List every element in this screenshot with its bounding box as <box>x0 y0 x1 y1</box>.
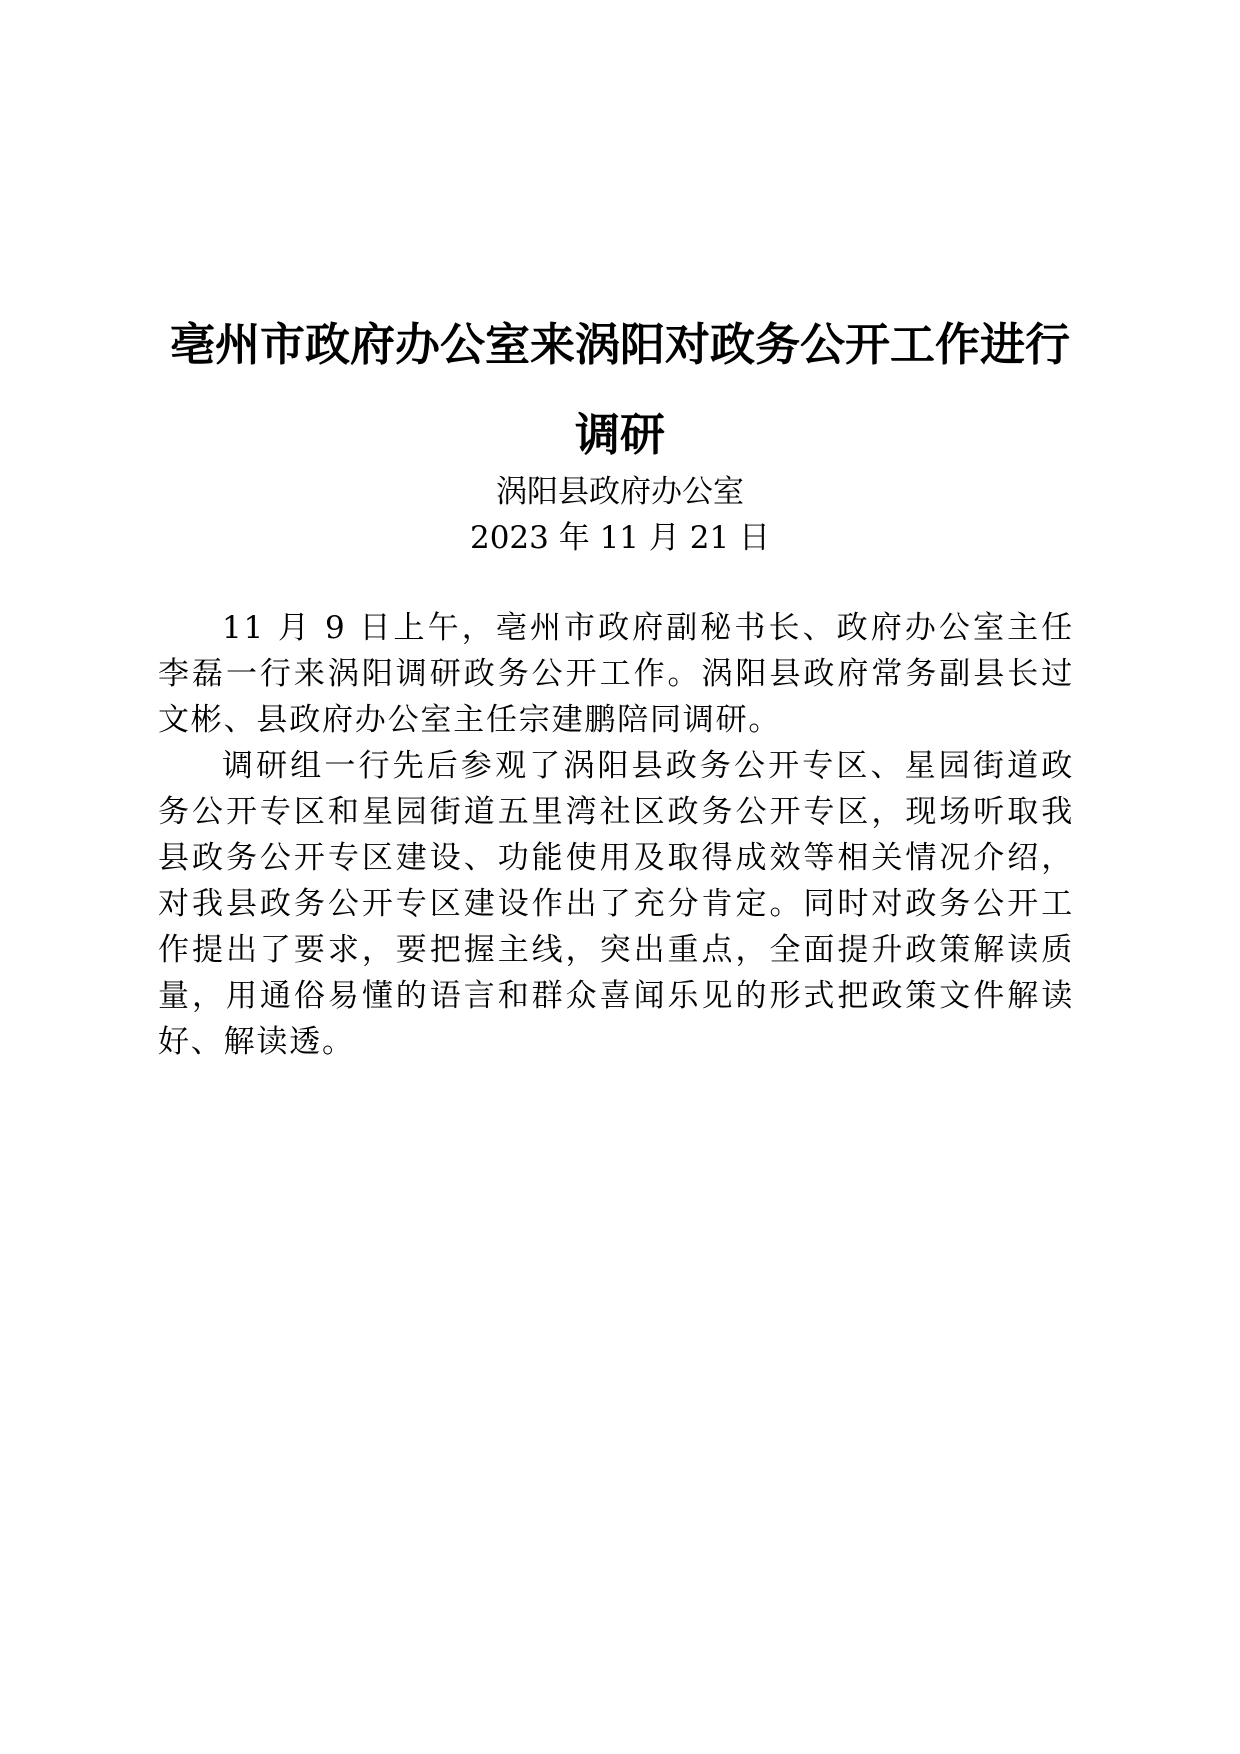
title-line-1: 亳州市政府办公室来涡阳对政务公开工作进行 <box>169 318 1070 371</box>
document-date: 2023 年 11 月 21 日 <box>469 520 771 556</box>
body-paragraph-1: 11 月 9 日上午，亳州市政府副秘书长、政府办公室主任李磊一行来涡阳调研政务公开工作。涡阳县政府常务副县长过文彬、县政府办公室主任宗建鹏陪同调研。 <box>158 610 1074 738</box>
title-line-2: 调研 <box>574 408 665 461</box>
document-body <box>158 605 1074 1065</box>
body-paragraph-2: 调研组一行先后参观了涡阳县政务公开专区、星园街道政务公开专区和星园街道五里湾社区政务公开专区，现场听取我县政务公开专区建设、功能使用及取得成效等相关情况介绍，对我县政务公开专区建设作出了充分肯定。同时对政务公开工作提出了要求，要把握主线，突出重点，全面提升政策解读质量，用通俗易懂的语言和群众喜闻乐见的形式把政策文件解读好、解读透。 <box>158 748 1074 1060</box>
document-author: 涡阳县政府办公室 <box>496 474 744 510</box>
document-title <box>140 300 1100 480</box>
